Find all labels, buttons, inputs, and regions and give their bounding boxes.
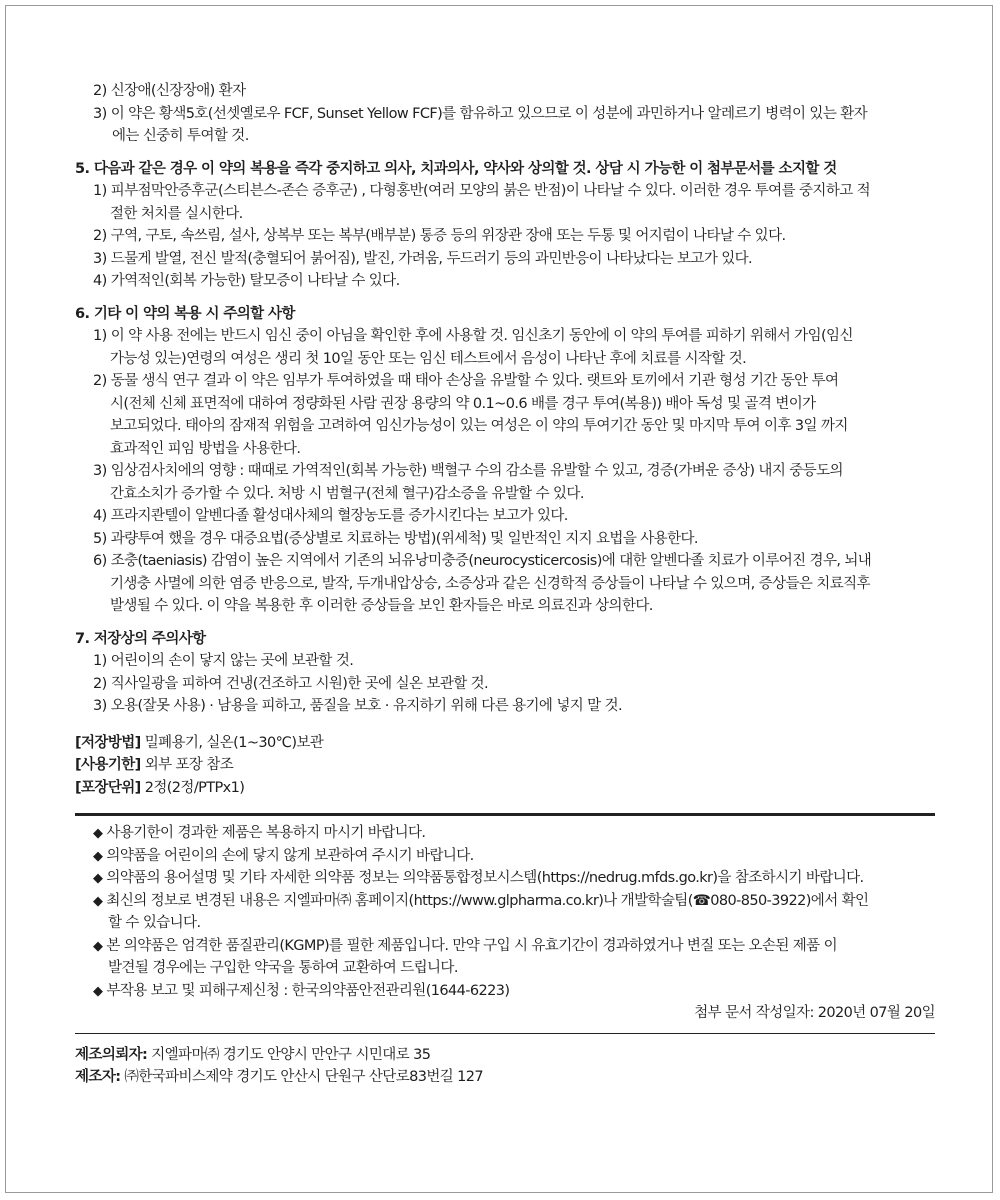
section-7-heading: 7. 저장상의 주의사항 — [75, 630, 206, 647]
list-item-continuation: 가능성 있는)연령의 여성은 생리 첫 10일 동안 또는 임신 테스트에서 음성이 나타난 후에 치료를 시작할 것. — [110, 350, 747, 367]
list-item: 2) 동물 생식 연구 결과 이 약은 임부가 투여하였을 때 태아 손상을 유발할 수 있다. 랫트와 토끼에서 기관 형성 기간 동안 투여 — [93, 373, 839, 389]
notice-item: ◆ 본 의약품은 엄격한 품질관리(KGMP)를 필한 제품입니다. 만약 구입 시 유효기간이 경과하였거나 변질 또는 오손된 제품 이 — [93, 937, 837, 954]
list-item: 5) 과량투여 했을 경우 대증요법(증상별로 치료하는 방법)(위세척) 및 일반적인 지지 요법을 사용한다. — [93, 530, 698, 547]
package-unit-label: [포장단위] — [75, 779, 141, 796]
list-item-continuation: 에는 신중히 투여할 것. — [112, 128, 249, 144]
manufacturer-label: 제조자: — [75, 1069, 121, 1085]
notice-item: ◆ 부작용 보고 및 피해구제신청 : 한국의약품안전관리원(1644-6223) — [93, 982, 510, 999]
list-item-continuation: 기생충 사멸에 의한 염증 반응으로, 발작, 두개내압상승, 소증상과 같은 신경학적 증상들이 나타날 수 있으며, 증상들은 치료직후 — [110, 575, 870, 592]
section-5-heading: 5. 다음과 같은 경우 이 약의 복용을 즉각 중지하고 의사, 치과의사, 약사와 상의할 것. 상담 시 가능한 이 첨부문서를 소지할 것 — [75, 160, 837, 177]
notice-item-continuation: 할 수 있습니다. — [108, 915, 201, 931]
storage-method — [75, 732, 935, 755]
manufacturing-client-value: 지엘파마㈜ 경기도 안양시 만안구 시민대로 35 — [147, 1046, 431, 1063]
list-item-continuation: 절한 처치를 실시한다. — [110, 205, 243, 222]
list-item-continuation: 시(전체 신체 표면적에 대하여 정량화된 사람 권장 용량의 약 0.1~0.6 배를 경구 투여(복용)) 배아 독성 및 골격 변이가 — [110, 395, 816, 412]
manufacturer — [75, 1066, 935, 1089]
notice-item: ◆ 의약품의 용어설명 및 기타 자세한 의약품 정보는 의약품통합정보시스템(https://nedrug.mfds.go.kr)을 참조하시기 바랍니다. — [93, 870, 864, 886]
manufacturing-client — [75, 1044, 935, 1067]
expiry-label: [사용기한] — [75, 757, 141, 773]
list-item-continuation: 효과적인 피임 방법을 사용한다. — [110, 440, 301, 457]
list-item: 3) 드물게 발열, 전신 발적(충혈되어 붉어짐), 발진, 가려움, 두드러기 등의 과민반응이 나타났다는 보고가 있다. — [93, 250, 753, 267]
diamond-bullet-icon: ◆ — [93, 983, 103, 999]
expiry-value: 외부 포장 참조 — [140, 757, 234, 773]
expiry — [75, 754, 935, 777]
list-item: 3) 이 약은 황색5호(선셋옐로우 FCF, Sunset Yellow FCF)를 함유하고 있으므로 이 성분에 과민하거나 알레르기 병력이 있는 환자 — [93, 105, 868, 122]
list-item-continuation: 발생될 수 있다. 이 약을 복용한 후 이러한 증상들을 보인 환자들은 바로 의료진과 상의한다. — [110, 598, 653, 614]
list-item: 3) 임상검사치에의 영향 : 때때로 가역적인(회복 가능한) 백혈구 수의 감소를 유발할 수 있고, 경증(가벼운 증상) 내지 중등도의 — [93, 463, 843, 479]
manufacturer-value: ㈜한국파비스제약 경기도 안산시 단원구 산단로83번길 127 — [120, 1069, 484, 1085]
manufacturing-client-label: 제조의뢰자: — [75, 1046, 148, 1063]
list-item-continuation: 보고되었다. 태아의 잠재적 위험을 고려하여 임신가능성이 있는 여성은 이 약의 투여기간 동안 및 마지막 투여 이후 3일 까지 — [110, 418, 848, 434]
section-6-heading: 6. 기타 이 약의 복용 시 주의할 사항 — [75, 305, 295, 322]
diamond-bullet-icon: ◆ — [93, 893, 103, 909]
list-item-continuation: 간효소치가 증가할 수 있다. 처방 시 범혈구(전체 혈구)감소증을 유발할 수 있다. — [110, 485, 584, 502]
list-item: 3) 오용(잘못 사용) · 남용을 피하고, 품질을 보호 · 유지하기 위해 다른 용기에 넣지 말 것. — [93, 698, 622, 714]
document-date: 첨부 문서 작성일자: 2020년 07월 20일 — [694, 1005, 935, 1021]
notice-item: ◆ 의약품을 어린이의 손에 닿지 않게 보관하여 주시기 바랍니다. — [93, 847, 474, 864]
list-item: 2) 직사일광을 피하여 건냉(건조하고 시원)한 곳에 실온 보관할 것. — [93, 675, 489, 692]
diamond-bullet-icon: ◆ — [93, 871, 103, 886]
storage-method-label: [저장방법] — [75, 734, 141, 751]
list-item: 1) 어린이의 손이 닿지 않는 곳에 보관할 것. — [93, 653, 354, 669]
diamond-bullet-icon: ◆ — [93, 826, 103, 841]
package-unit-value: 2정(2정/PTPx1) — [140, 779, 245, 796]
package-insert-document — [75, 80, 935, 1089]
list-item: 2) 신장애(신장장애) 환자 — [93, 83, 246, 99]
list-item: 6) 조충(taeniasis) 감염이 높은 지역에서 기존의 뇌유낭미충증(neurocysticercosis)에 대한 알벤다졸 치료가 이루어진 경우, 뇌내 — [93, 553, 872, 569]
diamond-bullet-icon: ◆ — [93, 848, 103, 864]
notice-item: ◆ 최신의 정보로 변경된 내용은 지엘파마㈜ 홈페이지(https://www.glpharma.co.kr)나 개발학술팀(☎080-850-3922)에서 확인 — [93, 892, 869, 909]
list-item: 1) 이 약 사용 전에는 반드시 임신 중이 아님을 확인한 후에 사용할 것. 임신초기 동안에 이 약의 투여를 피하기 위해서 가임(임신 — [93, 328, 853, 344]
package-unit — [75, 777, 935, 800]
list-item: 4) 프라지콴텔이 알벤다졸 활성대사체의 혈장농도를 증가시킨다는 보고가 있다. — [93, 508, 568, 524]
list-item: 1) 피부점막안증후군(스티븐스-존슨 증후군) , 다형홍반(여러 모양의 붉은 반점)이 나타날 수 있다. 이러한 경우 투여를 중지하고 적 — [93, 183, 871, 199]
list-item: 4) 가역적인(회복 가능한) 탈모증이 나타날 수 있다. — [93, 273, 400, 289]
list-item: 2) 구역, 구토, 속쓰림, 설사, 상복부 또는 복부(배부분) 통증 등의 위장관 장애 또는 두통 및 어지럼이 나타날 수 있다. — [93, 228, 786, 244]
storage-method-value: 밀폐용기, 실온(1~30℃)보관 — [140, 734, 324, 751]
notice-item: ◆ 사용기한이 경과한 제품은 복용하지 마시기 바랍니다. — [93, 825, 426, 841]
notice-item-continuation: 발견될 경우에는 구입한 약국을 통하여 교환하여 드립니다. — [108, 960, 458, 976]
diamond-bullet-icon: ◆ — [93, 938, 103, 954]
